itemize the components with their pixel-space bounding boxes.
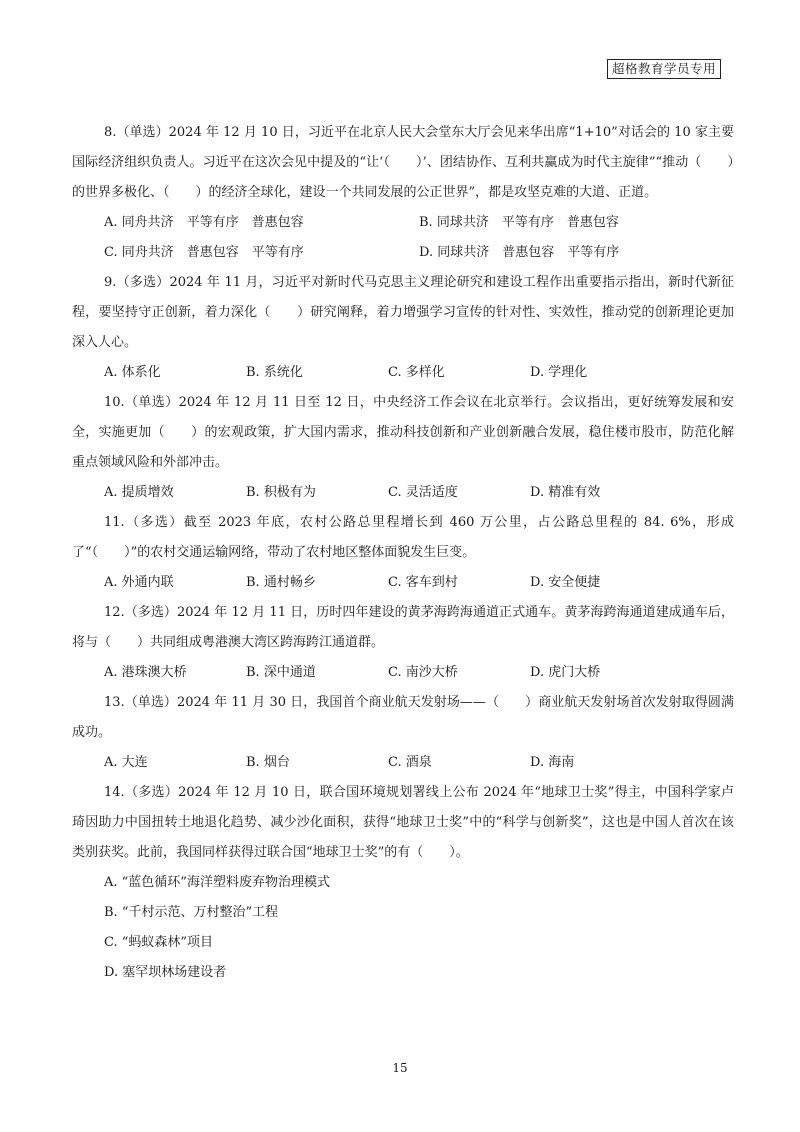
option-b: B. 深中通道 [246,665,316,680]
option-a: A. 体系化 [104,365,161,380]
option-group [104,658,734,688]
option-b: B. 积极有为 [246,485,316,500]
option-b: B. 通村畅乡 [246,575,316,590]
option-c: C. 南沙大桥 [388,665,458,680]
option-d: D. 海南 [530,755,575,770]
question-8 [72,118,734,268]
option-b: B. 烟台 [246,755,290,770]
question-12 [72,598,734,688]
option-a: A. 同舟共济 平等有序 普惠包容 [104,215,304,230]
option-a: A. 大连 [104,755,148,770]
question-stem: 14.（多选）2024 年 12 月 10 日，联合国环境规划署线上公布 2024 年“地球卫士奖”得主，中国科学家卢琦因助力中国扭转土地退化趋势、减少沙化面积，获得“地球卫士奖”中的“科学与创新奖”，这也是中国人首次在该类别获奖。此前，我国同样获得过联合国“地球卫士奖”的有（ ）。 [72,785,734,860]
option-d: D. 同球共济 普惠包容 平等有序 [419,245,620,260]
question-list [72,118,734,988]
option-a: A. “蓝色循环”海洋塑料废弃物治理模式 [104,875,330,890]
question-9 [72,268,734,388]
option-group [104,868,734,988]
option-c: C. 灵活适度 [388,485,458,500]
option-d: D. 学理化 [530,365,588,380]
question-14 [72,778,734,988]
question-stem: 9.（多选）2024 年 11 月，习近平对新时代马克思主义理论研究和建设工程作出重要指示指出，新时代新征程，要坚持守正创新，着力深化（ ）研究阐释，着力增强学习宣传的针对性、实效性，推动党的创新理论更加深入人心。 [72,275,734,350]
question-10 [72,388,734,508]
question-stem: 10.（单选）2024 年 12 月 11 日至 12 日，中央经济工作会议在北京举行。会议指出，更好统筹发展和安全，实施更加（ ）的宏观政策，扩大国内需求，推动科技创新和产业创新融合发展，稳住楼市股市，防范化解重点领域风险和外部冲击。 [72,395,734,470]
option-c: C. “蚂蚁森林”项目 [104,935,214,950]
option-group [104,208,734,268]
option-a: A. 提质增效 [104,485,174,500]
option-b: B. 系统化 [246,365,303,380]
option-c: C. 同舟共济 普惠包容 平等有序 [104,245,304,260]
option-d: D. 安全便捷 [530,575,601,590]
question-stem: 12.（多选）2024 年 12 月 11 日，历时四年建设的黄茅海跨海通道正式通车。黄茅海跨海通道建成通车后，将与（ ）共同组成粤港澳大湾区跨海跨江通道群。 [72,605,734,650]
option-group [104,478,734,508]
question-stem: 11.（多选）截至 2023 年底，农村公路总里程增长到 460 万公里，占公路总里程的 84. 6%，形成了“（ ）”的农村交通运输网络，带动了农村地区整体面貌发生巨变。 [72,515,734,560]
option-c: C. 客车到村 [388,575,458,590]
question-11 [72,508,734,598]
header-tag: 超格教育学员专用 [607,59,721,79]
option-a: A. 外通内联 [104,575,174,590]
question-13 [72,688,734,778]
option-group [104,748,734,778]
question-stem: 13.（单选）2024 年 11 月 30 日，我国首个商业航天发射场——（ ）商业航天发射场首次发射取得圆满成功。 [72,695,734,740]
option-d: D. 精准有效 [530,485,601,500]
option-a: A. 港珠澳大桥 [104,665,187,680]
option-b: B. “千村示范、万村整治”工程 [104,905,279,920]
option-d: D. 虎门大桥 [530,665,601,680]
option-c: C. 多样化 [388,365,445,380]
option-group [104,568,734,598]
page-number: 15 [392,1061,408,1075]
option-d: D. 塞罕坝林场建设者 [104,965,227,980]
question-stem: 8.（单选）2024 年 12 月 10 日，习近平在北京人民大会堂东大厅会见来华出席“1+10”对话会的 10 家主要国际经济组织负责人。习近平在这次会见中提及的“让‘（ ）’、团结协作、互利共赢成为时代主旋律”“推动（ ）的世界多极化、（ ）的经济全球化，建设一个共同发展的公正世界”，都是攻坚克难的大道、正道。 [72,125,734,200]
option-c: C. 酒泉 [388,755,432,770]
option-b: B. 同球共济 平等有序 普惠包容 [419,215,619,230]
option-group [104,358,734,388]
